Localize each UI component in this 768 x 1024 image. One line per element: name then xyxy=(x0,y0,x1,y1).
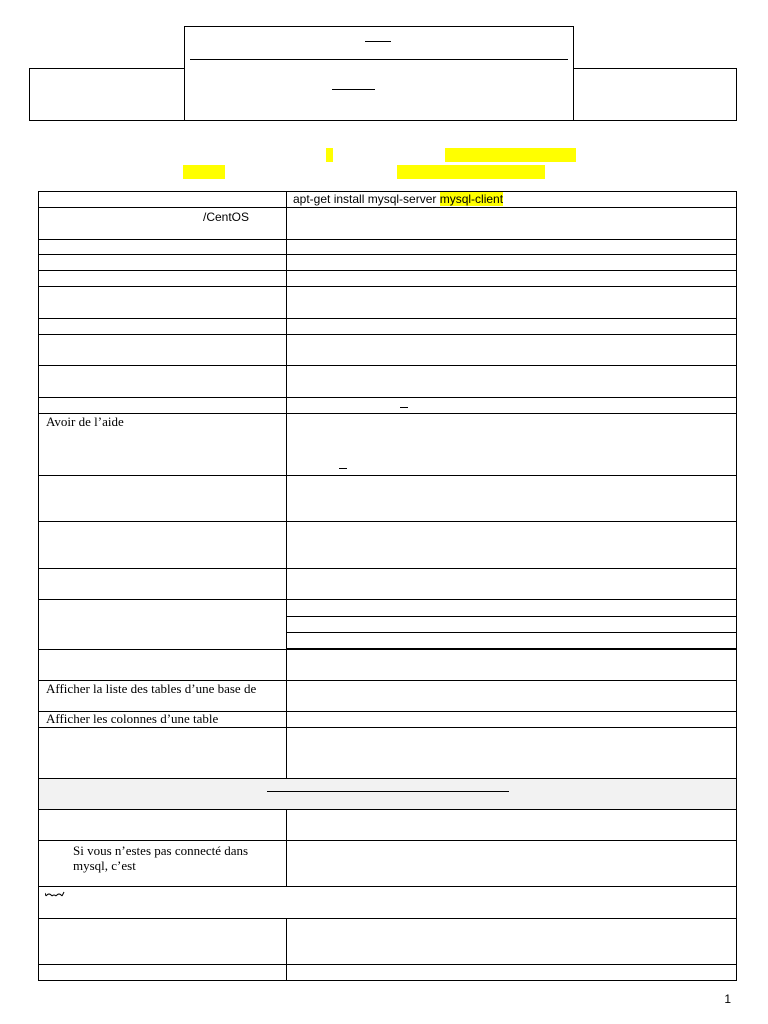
section-row xyxy=(39,779,737,810)
table-row xyxy=(39,919,737,965)
table-row xyxy=(39,810,737,841)
table-row xyxy=(39,255,737,271)
table-cell xyxy=(287,319,737,335)
table-cell xyxy=(39,919,287,965)
table-cell xyxy=(39,600,287,650)
table-cell xyxy=(287,255,737,271)
sub-row xyxy=(287,617,736,633)
underscore-mark xyxy=(400,407,408,408)
centos-label: /CentOS xyxy=(203,210,250,224)
not-connected-label: Si vous n’estes pas connecté dans mysql, c’est xyxy=(73,843,249,873)
table-cell xyxy=(39,522,287,569)
table-cell xyxy=(39,398,287,414)
table-cell xyxy=(39,965,287,981)
table-row xyxy=(39,240,737,255)
table-cell xyxy=(287,240,737,255)
header-long-rule xyxy=(190,59,568,60)
table-cell xyxy=(287,650,737,681)
table-cell xyxy=(39,728,287,779)
table-cell xyxy=(287,681,737,712)
header-center-box xyxy=(184,26,574,121)
table-row xyxy=(39,335,737,366)
sub-row xyxy=(287,600,736,617)
table-row xyxy=(39,650,737,681)
table-row xyxy=(39,965,737,981)
table-cell xyxy=(287,271,737,287)
table-cell xyxy=(287,287,737,319)
table-cell xyxy=(39,681,287,712)
table-cell xyxy=(39,712,287,728)
section-header-cell xyxy=(39,779,737,810)
page-number: 1 xyxy=(724,992,731,1006)
table-row xyxy=(39,600,737,650)
help-label: Avoir de l’aide xyxy=(46,414,124,429)
table-cell xyxy=(287,398,737,414)
table-cell xyxy=(287,728,737,779)
table-row xyxy=(39,681,737,712)
table-cell xyxy=(287,569,737,600)
table-cell xyxy=(39,319,287,335)
install-command-cell xyxy=(287,192,737,208)
table-cell xyxy=(39,810,287,841)
table-row xyxy=(39,569,737,600)
table-cell xyxy=(287,335,737,366)
note-row xyxy=(39,887,737,919)
header-left-box xyxy=(29,68,186,121)
table-row xyxy=(39,319,737,335)
table-row xyxy=(39,712,737,728)
table-row xyxy=(39,366,737,398)
list-columns-label: Afficher les colonnes d’une table xyxy=(46,711,219,726)
table-row xyxy=(39,192,737,208)
table-cell-split xyxy=(287,600,737,650)
table-row xyxy=(39,398,737,414)
table-cell xyxy=(39,192,287,208)
table-cell xyxy=(39,240,287,255)
table-cell xyxy=(287,414,737,476)
table-cell xyxy=(39,569,287,600)
table-cell xyxy=(39,271,287,287)
highlight-mark-1 xyxy=(326,148,333,162)
underscore-mark xyxy=(339,468,347,469)
table-cell xyxy=(39,287,287,319)
highlight-mark-3 xyxy=(183,165,225,179)
table-row xyxy=(39,841,737,887)
table-cell xyxy=(39,255,287,271)
glasses-icon xyxy=(45,889,65,904)
table-cell xyxy=(39,650,287,681)
install-command-highlight: mysql-client xyxy=(439,192,504,206)
note-cell xyxy=(39,887,737,919)
table-row xyxy=(39,728,737,779)
table-cell xyxy=(287,208,737,240)
table-cell xyxy=(287,522,737,569)
table-cell xyxy=(287,712,737,728)
table-row xyxy=(39,287,737,319)
table-cell xyxy=(287,841,737,887)
highlight-mark-2 xyxy=(445,148,576,162)
table-cell xyxy=(39,335,287,366)
header-right-box xyxy=(572,68,737,121)
commands-table xyxy=(38,191,737,981)
header-mid-rule xyxy=(332,89,375,90)
section-rule xyxy=(267,791,509,792)
table-cell xyxy=(287,366,737,398)
table-row xyxy=(39,414,737,476)
table-cell xyxy=(287,965,737,981)
table-cell xyxy=(39,208,287,240)
table-row xyxy=(39,476,737,522)
table-row xyxy=(39,208,737,240)
install-command: apt-get install mysql-server xyxy=(293,192,440,206)
highlight-mark-4 xyxy=(397,165,545,179)
table-cell xyxy=(39,841,287,887)
table-cell xyxy=(39,414,287,476)
list-tables-label: Afficher la liste des tables d’une base de xyxy=(46,681,257,696)
table-row xyxy=(39,522,737,569)
table-row xyxy=(39,271,737,287)
table-cell xyxy=(287,476,737,522)
table-cell xyxy=(287,810,737,841)
header-short-rule xyxy=(365,41,391,42)
sub-row xyxy=(287,633,736,649)
table-cell xyxy=(39,366,287,398)
table-cell xyxy=(39,476,287,522)
table-cell xyxy=(287,919,737,965)
